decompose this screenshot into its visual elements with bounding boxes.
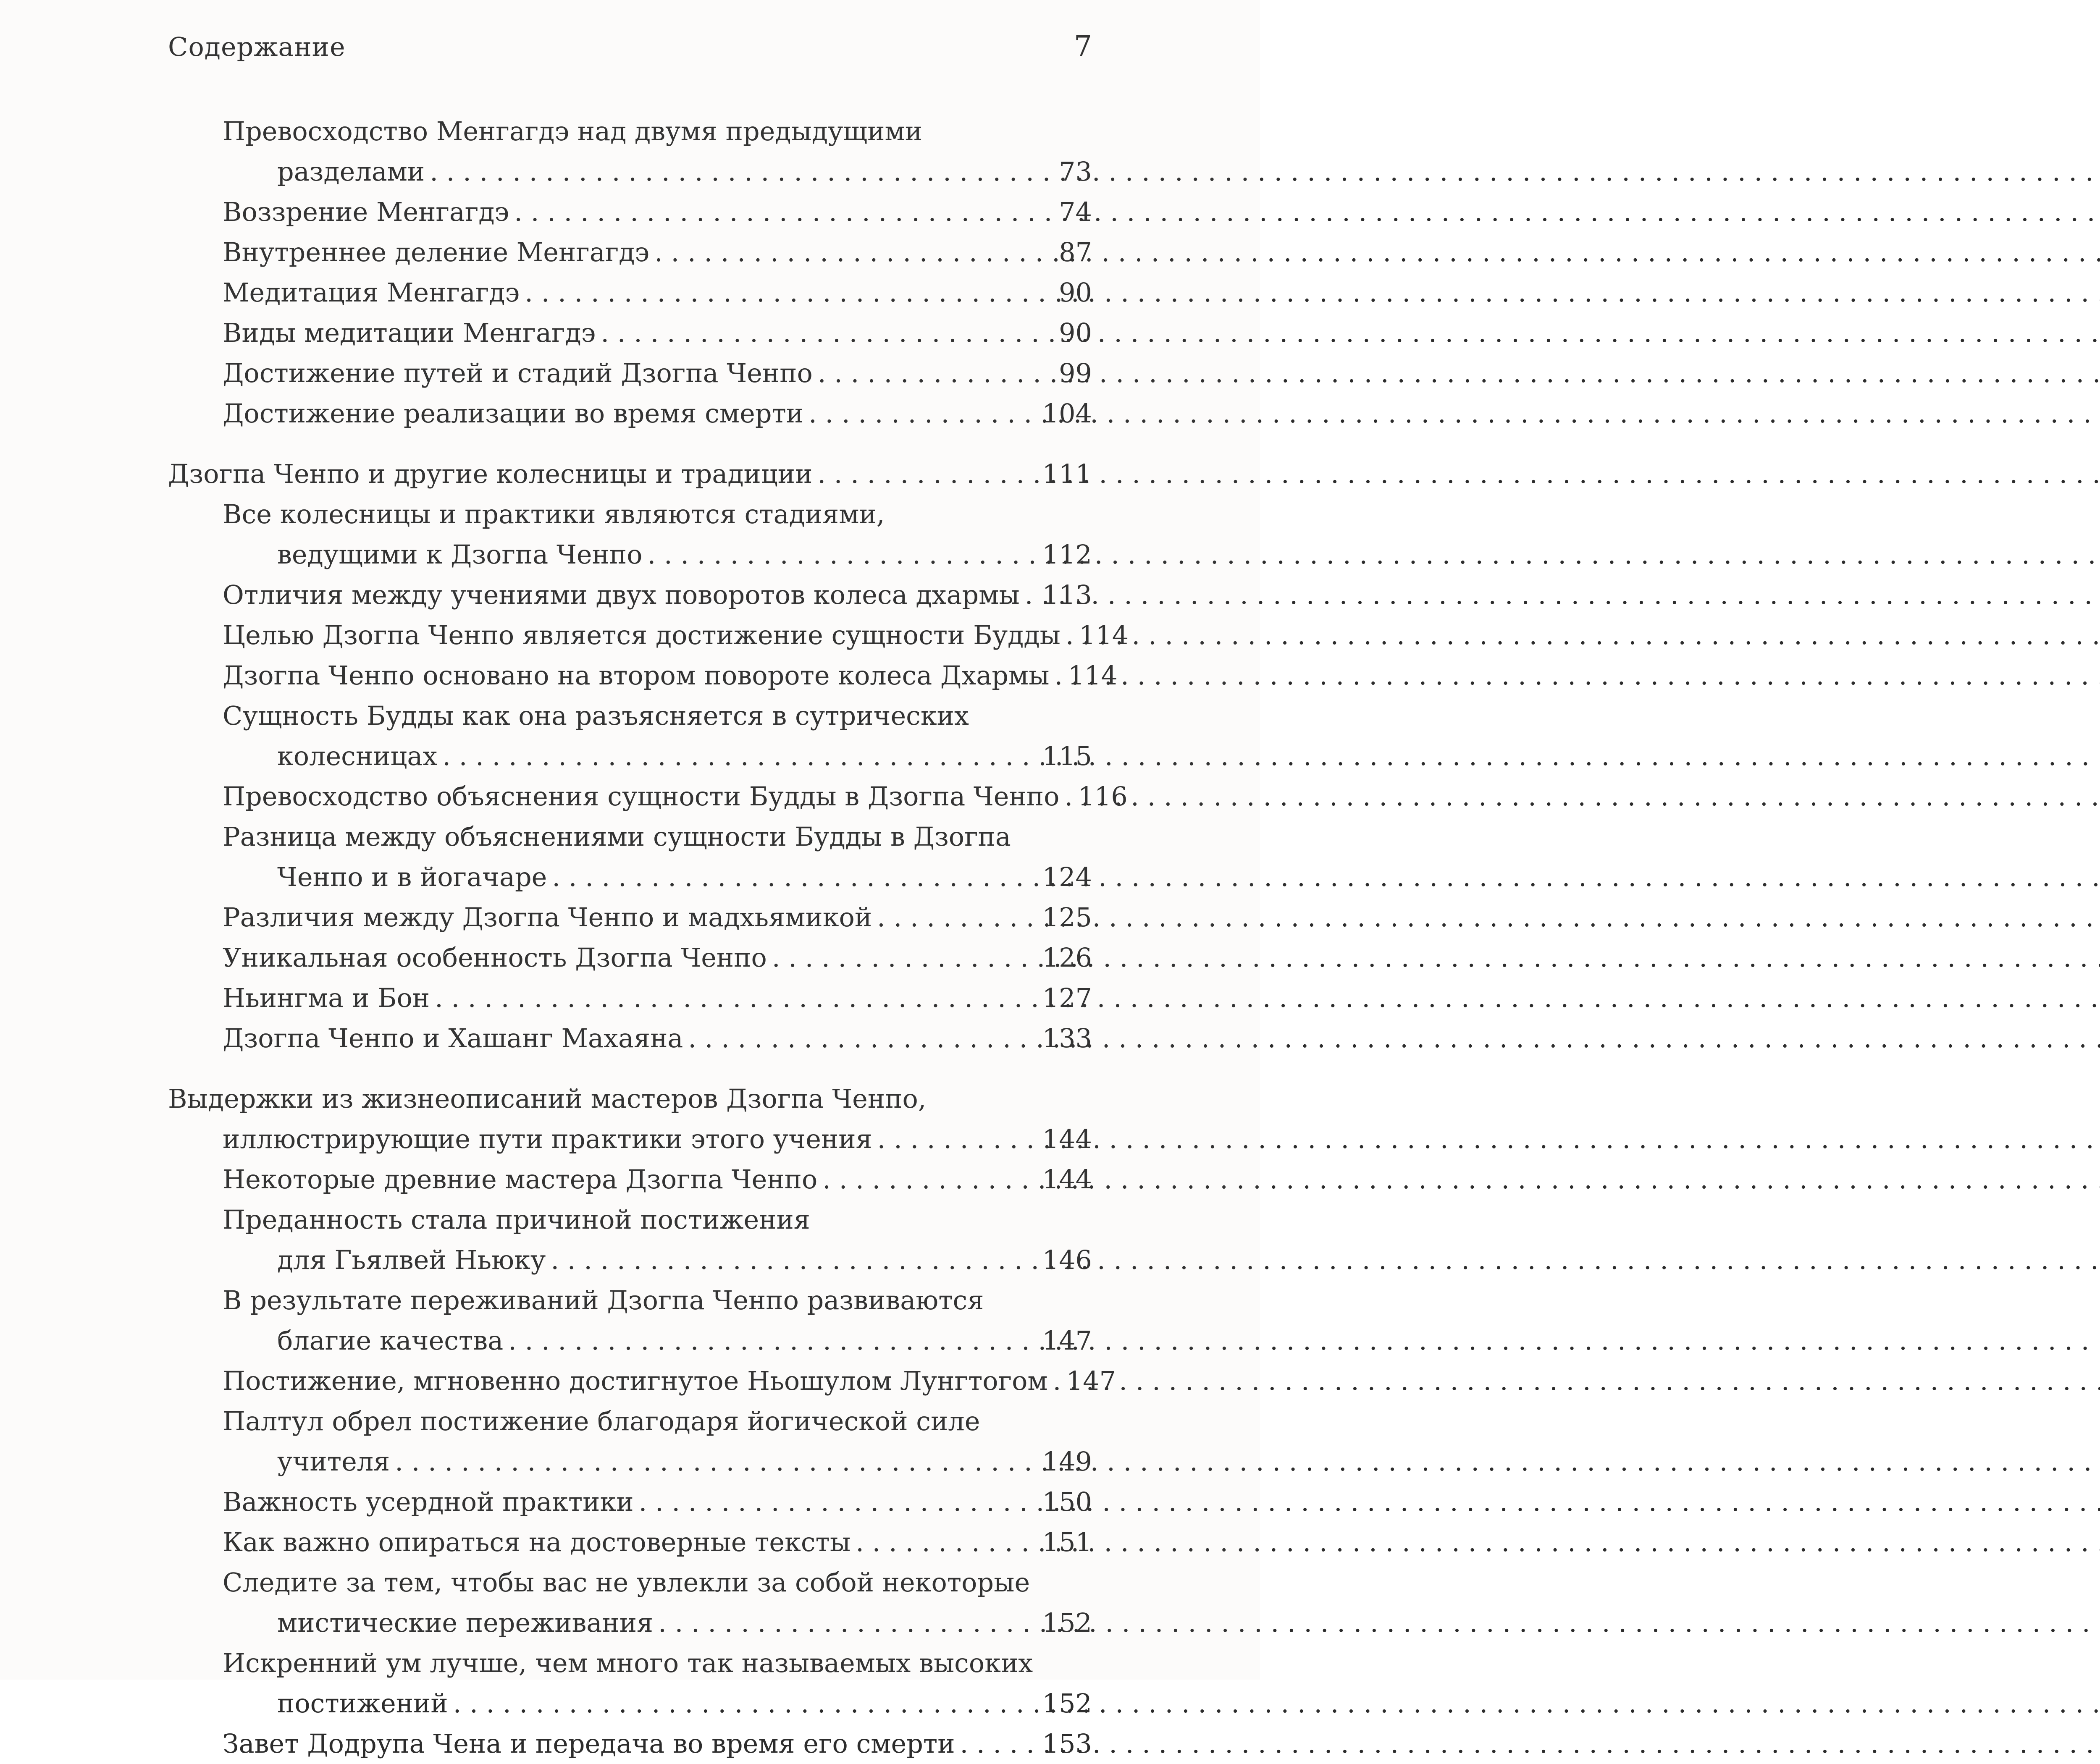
toc-entry-line: Сущность Будды как она разъясняется в сутрических [223,700,969,731]
dot-leader [437,736,1042,776]
toc-entry-line: Выдержки из жизнеописаний мастеров Дзогпа Ченпо, [168,1083,927,1114]
toc-page-number: 124 [1042,862,1092,892]
toc-entry[interactable] [168,938,1092,978]
toc-page-number: 149 [1042,1446,1092,1477]
section-gap [168,1059,1092,1079]
toc-page-number: 126 [1042,942,1092,973]
toc-entry[interactable] [168,1321,1092,1361]
toc-page-number: 125 [1042,902,1092,933]
toc-entry[interactable] [168,857,1092,897]
toc-entry[interactable] [168,1442,1092,1482]
toc-entry-title: Достижение путей и стадий Дзогпа Ченпо [223,358,813,388]
toc-entry-title: ведущими к Дзогпа Ченпо [277,539,643,570]
toc-entry-title: Завет Додрупа Чена и передача во время его смерти [223,1728,955,1759]
toc-entry-title: Постижение, мгновенно достигнутое Ньошулом Лунгтогом [223,1366,1048,1396]
toc-entry-line: Разница между объяснениями сущности Будды в Дзогпа [223,821,1011,852]
toc-entry-line: Все колесницы и практики являются стадиями, [223,499,885,529]
dot-leader [850,1522,1042,1562]
toc-entry[interactable] [168,1240,1092,1280]
toc-entry[interactable] [168,1724,1092,1764]
toc-entry-title: Различия между Дзогпа Ченпо и мадхьямикой [223,902,872,933]
toc-entry-title: постижений [277,1688,448,1719]
dot-leader [520,273,1059,313]
toc-entry[interactable] [168,736,1092,776]
toc-entry[interactable] [168,1603,1092,1643]
toc-entry[interactable] [168,454,1092,494]
toc-entry[interactable] [168,1361,1116,1401]
toc-entry-title: Отличия между учениями двух поворотов колеса дхармы [223,579,1020,610]
toc-page-number: 146 [1042,1245,1092,1275]
dot-leader [547,857,1042,897]
dot-leader [803,393,1042,434]
toc-entry[interactable] [168,615,1129,655]
dot-leader [1048,1361,1066,1401]
dot-leader [1060,615,1079,655]
running-title: Содержание [168,31,346,62]
toc-page-number: 150 [1042,1486,1092,1517]
toc-entry[interactable] [168,1683,1092,1724]
toc-page-number: 99 [1059,358,1092,388]
toc-page-number: 90 [1059,277,1092,308]
toc-entry[interactable] [168,313,1092,353]
toc-entry[interactable] [168,535,1092,575]
toc-entry-line: Преданность стала причиной постижения [223,1204,810,1235]
toc-page-number: 152 [1042,1607,1092,1638]
toc-entry-title: разделами [277,156,425,187]
toc-entry[interactable] [168,1018,1092,1059]
section-gap [168,434,1092,454]
toc-page-number: 153 [1042,1728,1092,1759]
toc-entry[interactable] [168,1119,1092,1159]
toc-entry[interactable] [168,232,1092,273]
toc-entry-title: Внутреннее деление Менгагдэ [223,237,650,267]
toc-entry-title: Достижение реализации во время смерти [223,398,804,429]
toc-entry[interactable] [168,393,1092,434]
toc-page-number: 151 [1042,1527,1092,1557]
toc-entry-title: Целью Дзогпа Ченпо является достижение сущности Будды [223,620,1060,650]
dot-leader [683,1018,1042,1059]
toc-entry-title: для Гьялвей Ньюку [277,1245,546,1275]
toc-page-number: 74 [1059,197,1092,227]
toc-entry[interactable] [168,152,1092,192]
toc-entry[interactable] [168,1159,1092,1200]
dot-leader [653,1603,1042,1643]
toc-page-number: 127 [1042,983,1092,1013]
toc-entry-title: мистические переживания [277,1607,654,1638]
dot-leader [813,353,1059,393]
toc-entry-title: Воззрение Менгагдэ [223,197,509,227]
toc-page-number: 144 [1042,1124,1092,1154]
toc-page-number: 87 [1059,237,1092,267]
dot-leader [390,1442,1042,1482]
toc-entry[interactable] [168,897,1092,938]
toc-entry-title: Как важно опираться на достоверные тексты [223,1527,851,1557]
toc-page-number: 133 [1042,1023,1092,1054]
toc-page-number: 147 [1066,1366,1116,1396]
dot-leader [1049,655,1068,696]
toc-page-number: 115 [1042,741,1092,771]
toc-entry[interactable] [168,192,1092,232]
toc-page-number: 113 [1042,579,1092,610]
dot-leader [872,897,1042,938]
toc-entry-line: Палтул обрел постижение благодаря йогической силе [223,1406,980,1436]
toc-entry[interactable] [168,776,1128,817]
dot-leader [430,978,1042,1018]
toc-entry-title: учителя [277,1446,390,1477]
table-of-contents [168,111,1129,1764]
dot-leader [1059,776,1078,817]
toc-page-number: 104 [1042,398,1092,429]
dot-leader [649,232,1059,273]
toc-entry-line: Следите за тем, чтобы вас не увлекли за собой некоторые [223,1567,1030,1598]
toc-entry-title: Дзогпа Ченпо основано на втором повороте колеса Дхармы [223,660,1050,691]
toc-entry-title: Виды медитации Менгагдэ [223,317,596,348]
dot-leader [643,535,1042,575]
dot-leader [817,1159,1042,1200]
toc-entry[interactable] [168,1482,1092,1522]
toc-entry[interactable] [168,575,1092,615]
dot-leader [509,192,1059,232]
toc-entry-line: Искренний ум лучше, чем много так называемых высоких [223,1648,1033,1678]
dot-leader [503,1321,1042,1361]
toc-entry-line: Превосходство Менгагдэ над двумя предыдущими [223,116,923,147]
page-number: 7 [1074,30,1092,63]
toc-entry-title: Медитация Менгагдэ [223,277,520,308]
toc-entry-title: иллюстрирующие пути практики этого учения [223,1124,872,1154]
toc-page-number: 114 [1068,660,1118,691]
dot-leader [812,454,1042,494]
dot-leader [767,938,1042,978]
toc-entry-title: Уникальная особенность Дзогпа Ченпо [223,942,767,973]
toc-entry[interactable] [168,1522,1092,1562]
dot-leader [872,1119,1042,1159]
toc-page-number: 152 [1042,1688,1092,1719]
toc-entry-line: В результате переживаний Дзогпа Ченпо развиваются [223,1285,984,1316]
dot-leader [448,1683,1042,1724]
toc-page-number: 90 [1059,317,1092,348]
dot-leader [596,313,1059,353]
toc-entry-title: колесницах [277,741,438,771]
toc-entry-title: Важность усердной практики [223,1486,634,1517]
dot-leader [634,1482,1042,1522]
toc-entry-title: Некоторые древние мастера Дзогпа Ченпо [223,1164,818,1195]
dot-leader [546,1240,1042,1280]
toc-page-number: 114 [1079,620,1129,650]
toc-entry[interactable] [168,273,1092,313]
toc-entry-title: благие качества [277,1325,504,1356]
toc-entry-title: Дзогпа Ченпо и другие колесницы и традиции [168,459,813,489]
toc-page-number: 111 [1042,459,1092,489]
toc-page-number: 112 [1042,539,1092,570]
toc-page-number: 116 [1078,781,1128,812]
toc-entry-title: Ньингма и Бон [223,983,430,1013]
toc-page-number: 147 [1042,1325,1092,1356]
toc-entry-title: Ченпо и в йогачаре [277,862,547,892]
toc-page-number: 144 [1042,1164,1092,1195]
toc-page-number: 73 [1059,156,1092,187]
dot-leader [1020,575,1042,615]
toc-entry-title: Дзогпа Ченпо и Хашанг Махаяна [223,1023,683,1054]
toc-entry[interactable] [168,353,1092,393]
dot-leader [425,152,1059,192]
toc-entry[interactable] [168,655,1118,696]
dot-leader [955,1724,1042,1764]
toc-entry-title: Превосходство объяснения сущности Будды в Дзогпа Ченпо [223,781,1060,812]
toc-entry[interactable] [168,978,1092,1018]
